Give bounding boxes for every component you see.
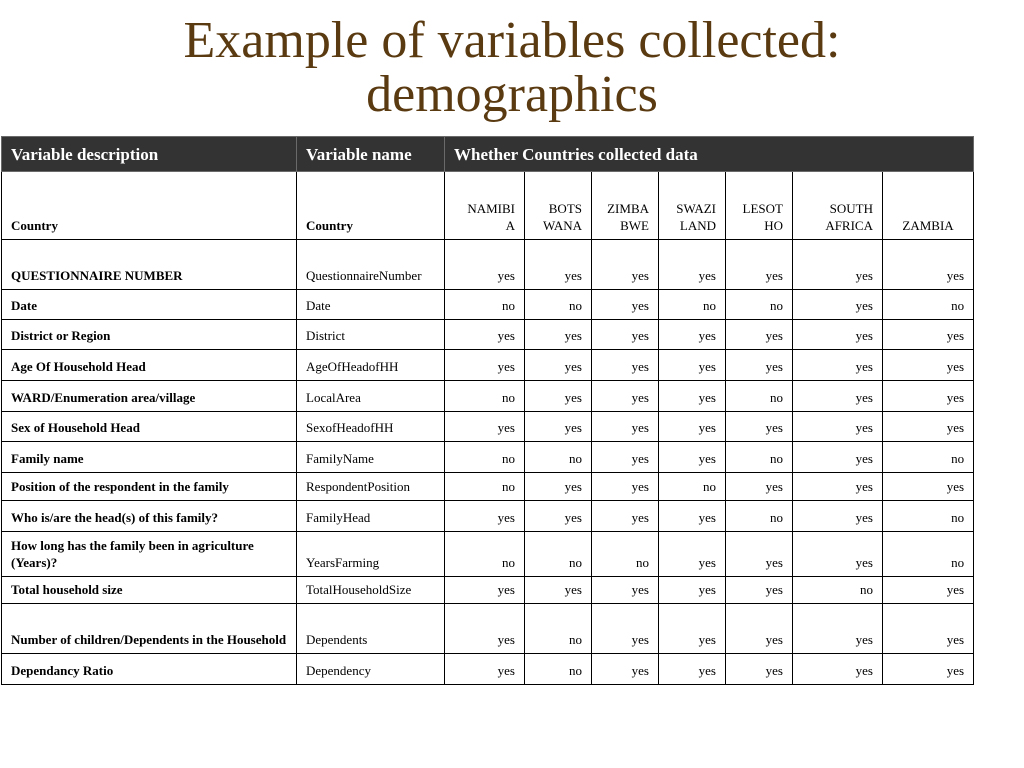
country-header-1	[525, 172, 592, 240]
collected-value: yes	[883, 577, 974, 604]
collected-value: yes	[883, 604, 974, 654]
variable-description: Total household size	[2, 577, 297, 604]
collected-value: no	[726, 290, 793, 320]
country-header-2	[592, 172, 659, 240]
variable-name: FamilyHead	[297, 501, 445, 532]
collected-value: no	[883, 290, 974, 320]
variable-description: Number of children/Dependents in the Household	[2, 604, 297, 654]
header-variable-name: Variable name	[297, 137, 445, 172]
variable-description: Age Of Household Head	[2, 350, 297, 381]
variable-description: Date	[2, 290, 297, 320]
collected-value: no	[659, 290, 726, 320]
country-header-line: NAMIBI	[467, 201, 515, 216]
country-header-4	[726, 172, 793, 240]
variable-description: WARD/Enumeration area/village	[2, 381, 297, 412]
table-row	[2, 350, 974, 381]
collected-value: yes	[726, 320, 793, 350]
variable-description: QUESTIONNAIRE NUMBER	[2, 240, 297, 290]
collected-value: yes	[592, 501, 659, 532]
slide-title-line1: Example of variables collected:	[183, 12, 841, 69]
header-variable-description: Variable description	[2, 137, 297, 172]
variable-description: Who is/are the head(s) of this family?	[2, 501, 297, 532]
collected-value: yes	[883, 240, 974, 290]
table-row	[2, 604, 974, 654]
collected-value: yes	[793, 473, 883, 501]
collected-value: yes	[592, 350, 659, 381]
collected-value: yes	[445, 320, 525, 350]
variables-table	[1, 136, 974, 685]
country-header-3	[659, 172, 726, 240]
variable-name: Dependency	[297, 654, 445, 685]
table-row	[2, 654, 974, 685]
country-header-line: WANA	[543, 218, 582, 233]
country-header-line: ZIMBA	[607, 201, 649, 216]
collected-value: yes	[793, 501, 883, 532]
collected-value: no	[525, 442, 592, 473]
collected-value: yes	[445, 412, 525, 442]
country-header-line: BOTS	[548, 201, 582, 216]
variable-description: Dependancy Ratio	[2, 654, 297, 685]
collected-value: yes	[525, 240, 592, 290]
collected-value: no	[726, 442, 793, 473]
collected-value: no	[883, 501, 974, 532]
variable-description: District or Region	[2, 320, 297, 350]
collected-value: yes	[525, 381, 592, 412]
country-header-line: SOUTH	[829, 201, 873, 216]
variable-description: Position of the respondent in the family	[2, 473, 297, 501]
slide-title	[0, 14, 1024, 122]
collected-value: yes	[592, 442, 659, 473]
collected-value: no	[445, 442, 525, 473]
collected-value: yes	[726, 240, 793, 290]
collected-value: yes	[592, 240, 659, 290]
collected-value: no	[525, 654, 592, 685]
collected-value: yes	[525, 501, 592, 532]
variable-name: QuestionnaireNumber	[297, 240, 445, 290]
variable-name: TotalHouseholdSize	[297, 577, 445, 604]
collected-value: yes	[883, 412, 974, 442]
collected-value: yes	[592, 604, 659, 654]
collected-value: yes	[659, 320, 726, 350]
collected-value: no	[445, 290, 525, 320]
table-row	[2, 412, 974, 442]
country-header-6	[883, 172, 974, 240]
collected-value: yes	[592, 473, 659, 501]
collected-value: yes	[793, 290, 883, 320]
collected-value: yes	[659, 604, 726, 654]
variable-name: Dependents	[297, 604, 445, 654]
variable-name: RespondentPosition	[297, 473, 445, 501]
country-header-line: A	[505, 218, 515, 233]
table-row	[2, 473, 974, 501]
collected-value: yes	[445, 240, 525, 290]
table-row	[2, 532, 974, 577]
collected-value: yes	[445, 350, 525, 381]
collected-value: yes	[793, 654, 883, 685]
slide-title-line2: demographics	[366, 66, 658, 123]
country-header-line: BWE	[620, 218, 649, 233]
country-header-line: HO	[764, 218, 783, 233]
variable-description: Family name	[2, 442, 297, 473]
table-row	[2, 290, 974, 320]
collected-value: yes	[659, 532, 726, 577]
collected-value: yes	[592, 654, 659, 685]
collected-value: yes	[726, 412, 793, 442]
table-row	[2, 240, 974, 290]
collected-value: no	[525, 532, 592, 577]
collected-value: yes	[445, 577, 525, 604]
collected-value: no	[525, 604, 592, 654]
table-row	[2, 501, 974, 532]
collected-value: no	[445, 381, 525, 412]
table-row	[2, 320, 974, 350]
collected-value: yes	[592, 412, 659, 442]
collected-value: yes	[726, 654, 793, 685]
country-row	[2, 172, 974, 240]
collected-value: yes	[659, 381, 726, 412]
collected-value: yes	[659, 442, 726, 473]
collected-value: yes	[726, 350, 793, 381]
collected-value: yes	[726, 532, 793, 577]
collected-value: yes	[793, 381, 883, 412]
collected-value: yes	[793, 350, 883, 381]
collected-value: yes	[592, 381, 659, 412]
collected-value: yes	[883, 381, 974, 412]
collected-value: yes	[525, 412, 592, 442]
collected-value: no	[659, 473, 726, 501]
collected-value: yes	[592, 290, 659, 320]
collected-value: yes	[659, 501, 726, 532]
collected-value: no	[445, 532, 525, 577]
country-header-line: LAND	[679, 218, 716, 233]
table-row	[2, 577, 974, 604]
variable-name: YearsFarming	[297, 532, 445, 577]
country-header-line: ZAMBIA	[902, 218, 954, 233]
collected-value: yes	[726, 604, 793, 654]
country-header-line	[892, 200, 964, 217]
table-row	[2, 381, 974, 412]
country-row-name: Country	[297, 172, 445, 240]
country-header-line: AFRICA	[825, 218, 873, 233]
collected-value: yes	[883, 320, 974, 350]
collected-value: yes	[659, 577, 726, 604]
country-row-description: Country	[2, 172, 297, 240]
collected-value: yes	[445, 501, 525, 532]
collected-value: yes	[659, 654, 726, 685]
country-header-line: SWAZI	[676, 201, 716, 216]
variable-name: LocalArea	[297, 381, 445, 412]
collected-value: yes	[883, 473, 974, 501]
table-body	[2, 172, 974, 685]
collected-value: yes	[445, 604, 525, 654]
country-header-5	[793, 172, 883, 240]
collected-value: no	[525, 290, 592, 320]
collected-value: yes	[659, 240, 726, 290]
table-header-row	[2, 137, 974, 172]
collected-value: yes	[793, 442, 883, 473]
collected-value: no	[592, 532, 659, 577]
country-header-0	[445, 172, 525, 240]
variable-description: How long has the family been in agriculture (Years)?	[2, 532, 297, 577]
collected-value: yes	[525, 320, 592, 350]
collected-value: yes	[726, 577, 793, 604]
country-header-line: LESOT	[742, 201, 783, 216]
collected-value: yes	[445, 654, 525, 685]
collected-value: yes	[525, 473, 592, 501]
table-row	[2, 442, 974, 473]
collected-value: no	[883, 442, 974, 473]
collected-value: yes	[726, 473, 793, 501]
variable-description: Sex of Household Head	[2, 412, 297, 442]
header-countries-collected: Whether Countries collected data	[445, 137, 974, 172]
collected-value: no	[793, 577, 883, 604]
collected-value: yes	[659, 412, 726, 442]
collected-value: yes	[793, 240, 883, 290]
collected-value: no	[726, 381, 793, 412]
collected-value: yes	[883, 654, 974, 685]
collected-value: yes	[525, 350, 592, 381]
collected-value: no	[445, 473, 525, 501]
collected-value: yes	[883, 350, 974, 381]
variable-name: Date	[297, 290, 445, 320]
collected-value: yes	[592, 320, 659, 350]
collected-value: yes	[793, 320, 883, 350]
variable-name: SexofHeadofHH	[297, 412, 445, 442]
collected-value: yes	[659, 350, 726, 381]
collected-value: yes	[592, 577, 659, 604]
variable-name: FamilyName	[297, 442, 445, 473]
collected-value: yes	[793, 604, 883, 654]
variable-name: District	[297, 320, 445, 350]
collected-value: yes	[793, 532, 883, 577]
variable-name: AgeOfHeadofHH	[297, 350, 445, 381]
collected-value: no	[726, 501, 793, 532]
collected-value: yes	[793, 412, 883, 442]
collected-value: yes	[525, 577, 592, 604]
collected-value: no	[883, 532, 974, 577]
